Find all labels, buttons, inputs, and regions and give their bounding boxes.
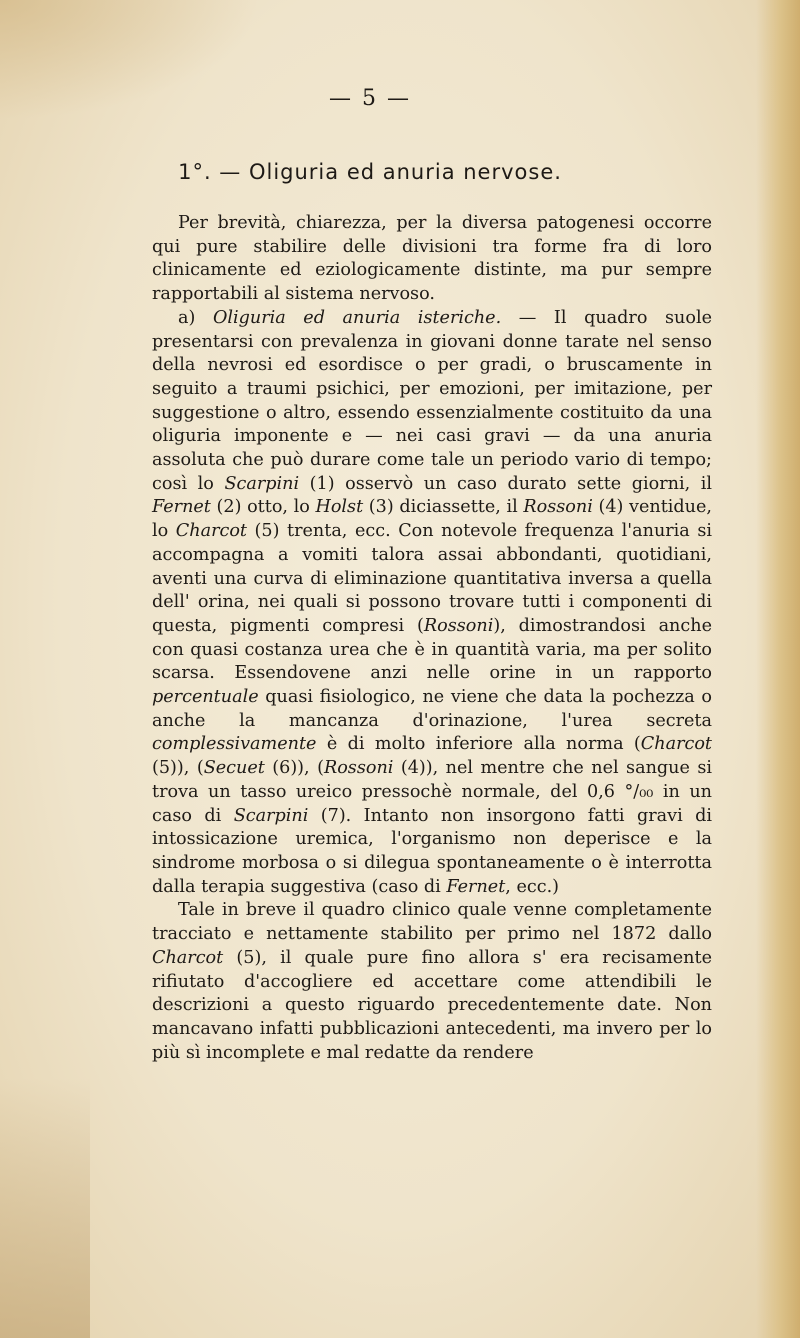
text-run: (6)), (: [264, 758, 324, 779]
text-run: a): [178, 307, 213, 328]
paragraph: [152, 212, 712, 307]
italic-text-run: Fernet: [152, 497, 211, 518]
italic-text-run: Scarpini: [224, 473, 300, 494]
italic-text-run: Rossoni: [523, 497, 593, 518]
text-run: (5)), (: [152, 758, 204, 779]
italic-text-run: percentuale: [152, 687, 259, 708]
paragraph: [152, 899, 712, 1065]
text-run: (5), il quale pure fino allora s' era recisamente rifiutato d'accogliere ed accettare come attendibili le descrizioni a questo riguardo precedentemente date. Non mancavano infatti pubblicazioni antecedenti, ma invero per lo più sì incomplete e mal redatte da rendere: [152, 947, 712, 1063]
italic-text-run: Rossoni: [323, 758, 394, 779]
italic-text-run: Secuet: [203, 758, 265, 779]
italic-text-run: Charcot: [152, 947, 224, 968]
text-run: , ecc.): [505, 876, 560, 897]
italic-text-run: Fernet: [446, 876, 506, 897]
page-number: — 5 —: [329, 86, 411, 111]
paper-stain-bottom: [0, 1078, 90, 1338]
body-text: [152, 212, 712, 1065]
italic-text-run: Holst: [315, 497, 364, 518]
italic-text-run: complessivamente: [152, 734, 317, 755]
text-run: è di molto inferiore alla norma (: [316, 734, 641, 755]
page-edge-shadow: [756, 0, 800, 1338]
text-run: Tale in breve il quadro clinico quale venne completamente tracciato e nettamente stabilito per primo nel 1872 dallo: [152, 900, 712, 945]
text-run: — Il quadro suole presentarsi con prevalenza in giovani donne tarate nel senso della nevrosi ed esordisce o per gradi, o bruscamente in seguito a traumi psichici, per emozioni, per imitazione, per suggestione o altro, essendo essenzialmente costituito da una oliguria imponente e — nei casi gravi — da una anuria assoluta che può durare come tale un periodo vario di tempo; così lo: [152, 307, 712, 494]
text-run: ), dimostrandosi anche con quasi costanza urea che è in quantità varia, ma per solito scarsa. Essendovene anzi nelle orine in un rapporto: [152, 615, 712, 684]
text-run: quasi fisiologico, ne viene che data la pochezza o anche la mancanza d'orinazione, l'urea secreta: [152, 687, 712, 731]
text-run: (5) trenta, ecc. Con notevole frequenza l'anuria si accompagna a vomiti talora assai abbondanti, quotidiani, aventi una curva di eliminazione quantitativa inversa a quella dell' orina, nei quali si possono trovare tutti i componenti di questa, pigmenti compresi (: [152, 521, 713, 636]
text-run: (3) diciassette, il: [363, 497, 524, 518]
italic-text-run: Charcot: [175, 521, 247, 542]
italic-text-run: Scarpini: [233, 805, 309, 826]
text-run: (4)), nel mentre che nel sangue si trova un tasso ureico pressochè normale, del 0,6 °/₀₀ in un caso di: [152, 758, 712, 826]
text-run: (1) osservò un caso durato sette giorni, il: [299, 473, 712, 494]
text-run: (2) otto, lo: [210, 497, 316, 518]
text-run: Per brevità, chiarezza, per la diversa patogenesi occorre qui pure stabilire delle divisioni tra forme fra di loro clinicamente ed eziologicamente distinte, ma pur sempre rapportabili al sistema nervoso.: [152, 213, 712, 305]
italic-text-run: Charcot: [640, 734, 712, 755]
italic-text-run: Oliguria ed anuria isteriche.: [212, 307, 502, 328]
section-title: 1°. — Oliguria ed anuria nervose.: [178, 160, 562, 184]
text-run: (7). Intanto non insorgono fatti gravi di intossicazione uremica, l'organismo non deperisce e la sindrome morbosa o si dilegua spontaneamente o è interrotta dalla terapia suggestiva (caso di: [152, 805, 712, 897]
italic-text-run: Rossoni: [423, 615, 494, 636]
paragraph: [152, 307, 712, 900]
text-run: (4) ventidue, lo: [152, 497, 712, 542]
